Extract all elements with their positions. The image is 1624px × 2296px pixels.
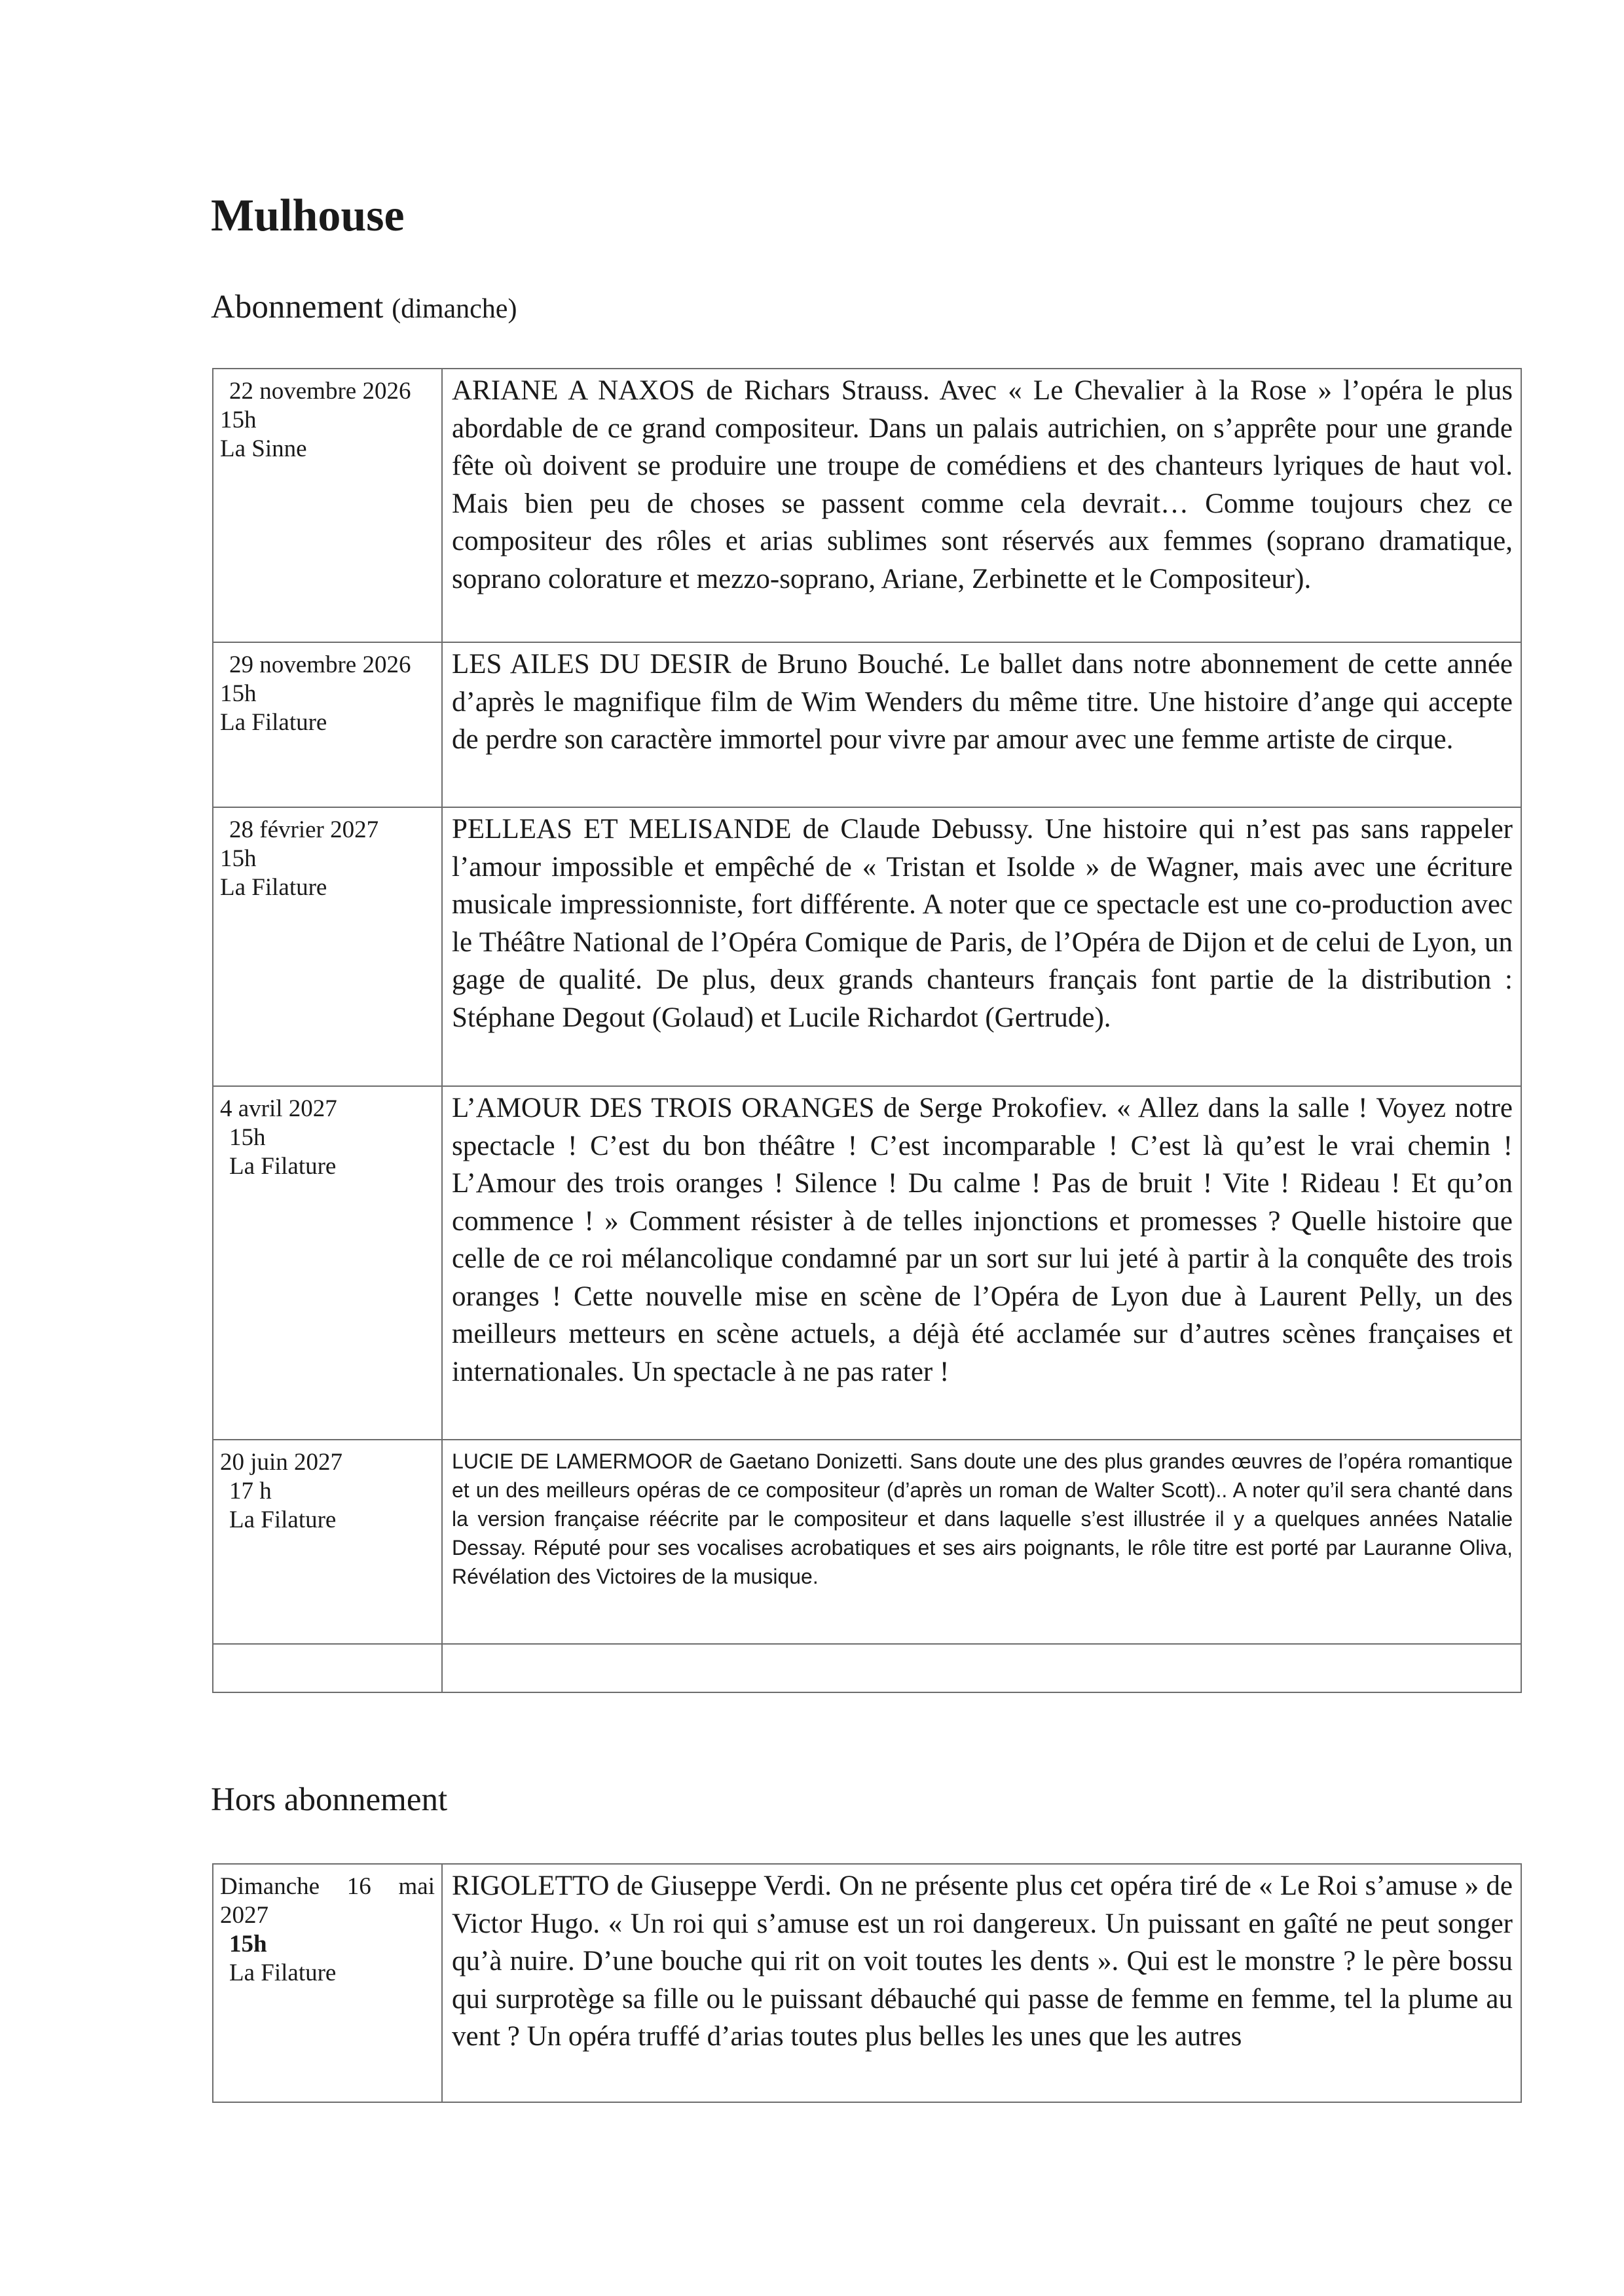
event-date: 4 avril 2027	[220, 1095, 337, 1122]
table-row	[213, 807, 1521, 1086]
event-description: ARIANE A NAXOS de Richars Strauss. Avec « Le Chevalier à la Rose » l’opéra le plus abordable de ce grand compositeur. Dans un palais autrichien, on s’apprête pour une grande fête où doivent se produire une troupe de comédiens et des chanteurs lyriques de haut vol. Mais bien peu de choses se passent comme cela devrait… Comme toujours chez ce compositeur des rôles et arias sublimes sont réservés aux femmes (soprano dramatique, soprano colorature et mezzo-soprano, Ariane, Zerbinette et le Compositeur).	[442, 369, 1521, 642]
subscription-heading-paren: (dimanche)	[392, 294, 517, 324]
empty-cell	[213, 1644, 442, 1692]
event-venue: La Filature	[220, 874, 327, 901]
event-description: LUCIE DE LAMERMOOR de Gaetano Donizetti. Sans doute une des plus grandes œuvres de l’opéra romantique et un des meilleurs opéras de ce compositeur (d’après un roman de Walter Scott).. A noter qu’il sera chanté dans la version française réécrite par le compositeur et dans laquelle s’est illustrée il y a quelques années Natalie Dessay. Réputé pour ses vocalises acrobatiques et ses airs poignants, le rôle titre est porté par Lauranne Oliva, Révélation des Victoires de la musique.	[442, 1440, 1521, 1644]
event-description: LES AILES DU DESIR de Bruno Bouché. Le ballet dans notre abonnement de cette année d’après le magnifique film de Wim Wenders du même titre. Une histoire d’ange qui accepte de perdre son caractère immortel pour vivre par amour avec une femme artiste de cirque.	[442, 642, 1521, 807]
event-description: PELLEAS ET MELISANDE de Claude Debussy. Une histoire qui n’est pas sans rappeler l’amour impossible et empêché de « Tristan et Isolde » de Wagner, mais avec une écriture musicale impressionniste, fort différente. A noter que ce spectacle est une co-production avec le Théâtre National de l’Opéra Comique de Paris, de l’Opéra de Dijon et de celui de Lyon, un gage de qualité. De plus, deux grands chanteurs français font partie de la distribution : Stéphane Degout (Golaud) et Lucile Richardot (Gertrude).	[442, 807, 1521, 1086]
table-row	[213, 1864, 1521, 2102]
event-date: 28 février 2027	[229, 816, 379, 843]
event-date: 29 novembre 2026	[229, 651, 411, 678]
event-venue: La Sinne	[220, 435, 307, 462]
event-meta-cell	[213, 1440, 442, 1644]
page-title: Mulhouse	[211, 191, 405, 241]
event-description: RIGOLETTO de Giuseppe Verdi. On ne présente plus cet opéra tiré de « Le Roi s’amuse » de Victor Hugo. « Un roi qui s’amuse est un roi dangereux. Un puissant en gaîté ne peut songer qu’à nuire. D’une bouche qui rit on voit toutes les dents ». Qui est le monstre ? le père bossu qui surprotège sa fille ou le puissant débauché qui passe de femme en femme, tel la plume au vent ? Un opéra truffé d’arias toutes plus belles les unes que les autres	[442, 1864, 1521, 2102]
event-meta-cell	[213, 807, 442, 1086]
event-description: L’AMOUR DES TROIS ORANGES de Serge Prokofiev. « Allez dans la salle ! Voyez notre spectacle ! C’est du bon théâtre ! C’est incomparable ! C’est là qu’est le vrai chemin ! L’Amour des trois oranges ! Silence ! Du calme ! Pas de bruit ! Vite ! Rideau ! Et qu’on commence ! » Comment résister à de telles injonctions et promesses ? Quelle histoire que celle de ce roi mélancolique condamné par un sort sur lui jeté à partir à la conquête des trois oranges ! Cette nouvelle mise en scène de l’Opéra de Lyon due à Laurent Pelly, un des meilleurs metteurs en scène actuels, a déjà été acclamée sur d’autres scènes françaises et internationales. Un spectacle à ne pas rater !	[442, 1086, 1521, 1440]
table-row	[213, 369, 1521, 642]
extra-table	[212, 1863, 1522, 2103]
subscription-heading	[211, 288, 517, 326]
event-venue: La Filature	[229, 1959, 337, 1986]
subscription-heading-text: Abonnement	[211, 289, 384, 325]
event-time: 15h	[220, 407, 257, 433]
event-date: Dimanche 16 mai 2027	[220, 1873, 435, 1929]
event-time: 17 h	[229, 1478, 272, 1504]
table-row	[213, 1440, 1521, 1644]
event-meta-cell	[213, 1086, 442, 1440]
event-time: 15h	[229, 1931, 267, 1958]
event-date: 22 novembre 2026	[229, 378, 411, 405]
event-time: 15h	[220, 845, 257, 872]
event-meta-cell	[213, 369, 442, 642]
table-row	[213, 1086, 1521, 1440]
empty-cell	[442, 1644, 1521, 1692]
subscription-table	[212, 368, 1522, 1693]
table-row-empty	[213, 1644, 1521, 1692]
event-meta-cell	[213, 1864, 442, 2102]
event-venue: La Filature	[229, 1506, 337, 1533]
extra-heading: Hors abonnement	[211, 1781, 448, 1818]
table-row	[213, 642, 1521, 807]
event-date: 20 juin 2027	[220, 1449, 343, 1476]
event-venue: La Filature	[220, 709, 327, 736]
event-time: 15h	[220, 680, 257, 707]
event-meta-cell	[213, 642, 442, 807]
event-time: 15h	[229, 1124, 266, 1151]
event-venue: La Filature	[229, 1153, 337, 1180]
